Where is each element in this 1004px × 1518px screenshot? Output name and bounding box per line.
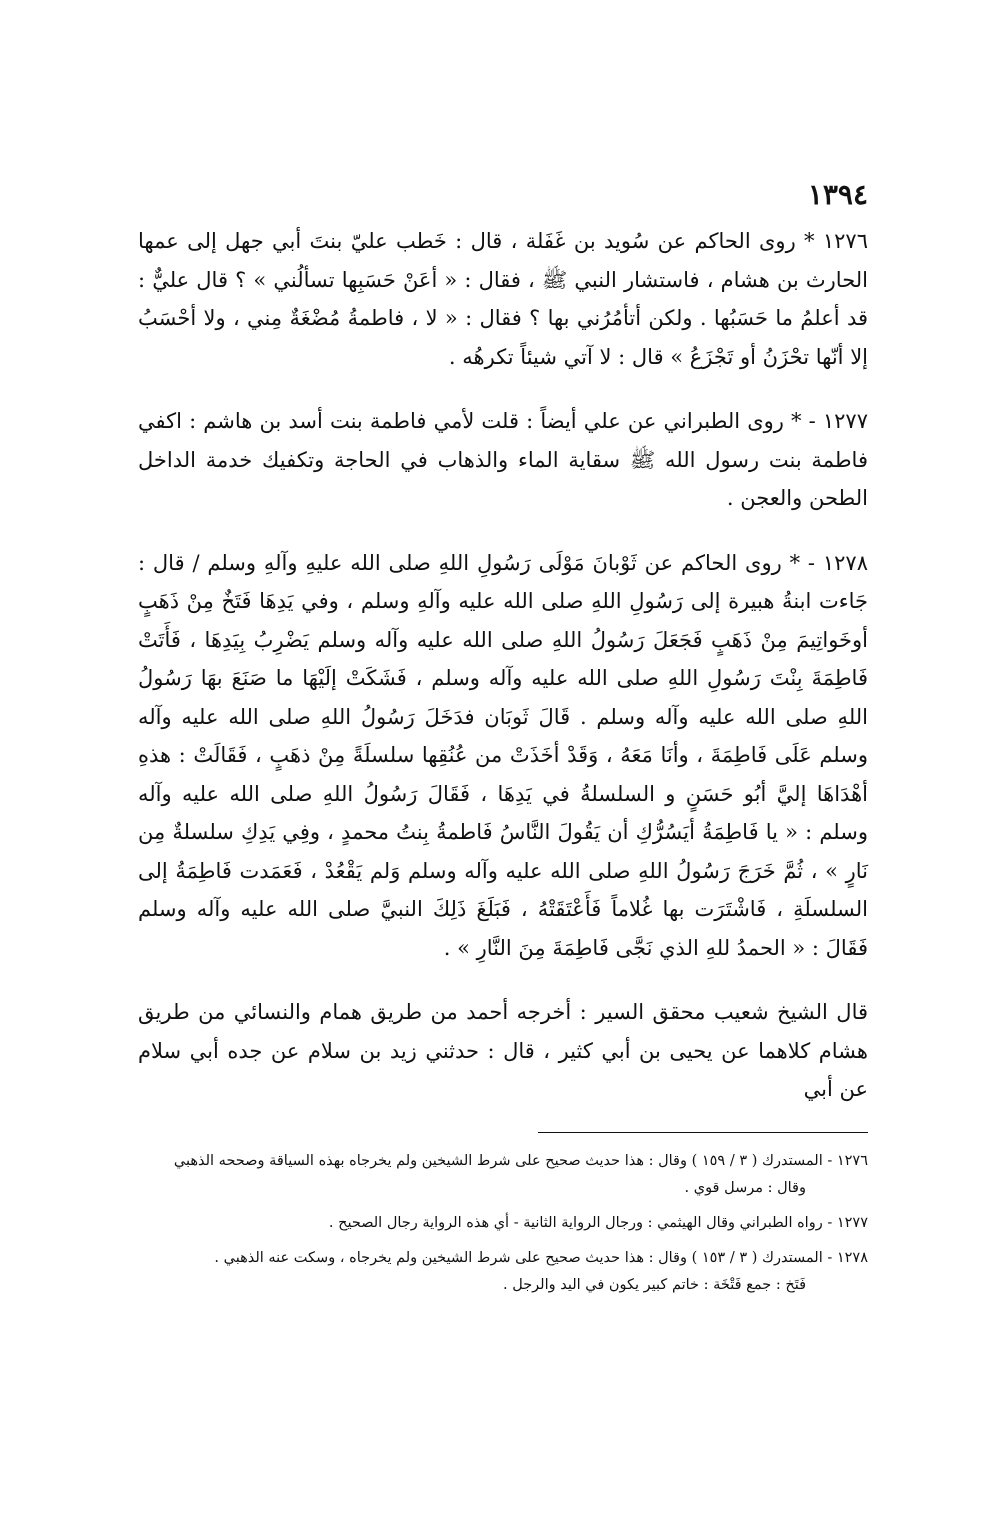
text-line: أعلمُ ما حَسَبُها . ولكن أتأمُرُني بها ؟ فقال : « لا ، فاطمةُ مُضْغَةٌ مِني ، ولا أحْسَبُ إلا	[138, 306, 868, 369]
text-line: النبيَّ صلى الله عليه وآله وسلم فَقَالَ : « الحمدُ للهِ الذي نَجَّى فَاطِمَةَ مِنَ النَّارِ » .	[138, 897, 868, 960]
text-line: يَدِهَا ، فَقَالَ رَسُولُ اللهِ صلى الله عليه وآله وسلم : « يا فَاطِمَةُ أيَسُرُّكِ أن يَقُولَ النَّاسُ	[138, 781, 868, 844]
text-line: وآله وسلم وَلم يَقْعُدْ ، فَعَمَدت فَاطِمَةُ إلى السلسلَةِ ، فَاشْتَرَت بها غُلاماً فَأَعْتَقَتْهُ ، فَبَلَغَ ذَلِكَ	[138, 858, 868, 921]
text-line: أنّها تحْزَنُ أو تَجْزَعُ » قال : لا آتي شيئاً تكرهُه .	[448, 344, 844, 369]
text-line: جَاءت ابنةُ هبيرة إلى رَسُولِ اللهِ صلى الله عليه وآلهِ وسلم ، وفي يَدِهَا فَتَخٌ مِنْ ذَهَبٍ	[138, 589, 868, 613]
text-line: فاطمة بنت رسول الله ﷺ سقاية الماء والذهاب في الحاجة وتكفيك خدمة الداخل الطحن	[138, 447, 868, 510]
hadith-1278	[138, 544, 868, 968]
text-line: بِنْتَ رَسُولِ اللهِ صلى الله عليه وآله وسلم ، فَشَكَتْ إلَيْهَا ما صَنَعَ بهَا رَسُولُ اللهِ صلى الله عليه	[138, 666, 869, 729]
text-line: ١٢٧٧ - * روى الطبراني عن علي أيضاً : قلت لأمي فاطمة بنت أسد بن هاشم : اكفي	[138, 409, 868, 433]
text-line: هشام كلاهما عن يحيى بن أبي كثير ، قال : حدثني زيد بن سلام عن جده أبي سلام عن أبي	[138, 1038, 868, 1101]
page-number: ١٣٩٤	[807, 178, 868, 211]
text-line: الحارث بن هشام ، فاستشار النبي ﷺ ، فقال : « أعَنْ حَسَبِها تسألُني » ؟ قال عليٌّ : قد	[138, 267, 868, 330]
hadith-1277	[138, 402, 868, 518]
footnotes	[138, 1148, 868, 1307]
commentary-paragraph	[138, 993, 868, 1109]
footnote-divider	[538, 1132, 868, 1133]
footnote-line: فَتَخ : جمع فَتْخَة : خاتم كبير يكون في اليد والرجل .	[503, 1277, 806, 1293]
text-line: ١٢٧٦ * روى الحاكم عن سُويد بن غَفَلة ، قال : خَطب عليّ بنتَ أبي جهل إلى عمها	[138, 229, 868, 253]
footnote-1277	[138, 1210, 868, 1237]
text-line: أوخَواتِيمَ مِنْ ذَهَبٍ فَجَعَلَ رَسُولُ اللهِ صلى الله عليه وآله وسلم يَضْرِبُ بِيَدِهَا ، فَأَتَتْ فَاطِمَةَ	[138, 627, 868, 690]
footnote-1276	[138, 1148, 868, 1202]
text-line: والعجن .	[726, 486, 803, 510]
footnote-line: وقال : مرسل قوي .	[684, 1180, 806, 1196]
footnote-line: ١٢٧٨ - المستدرك ( ٣ / ١٥٣ ) وقال : هذا حديث صحيح على شرط الشيخين ولم يخرجاه ، وسكت عنه الذهبي .	[214, 1250, 868, 1266]
footnote-line: ١٢٧٦ - المستدرك ( ٣ / ١٥٩ ) وقال : هذا حديث صحيح على شرط الشيخين ولم يخرجاه بهذه السياقة وصححه الذهبي	[173, 1153, 868, 1169]
text-line: قال الشيخ شعيب محقق السير : أخرجه أحمد من طريق همام والنسائي من طريق	[138, 1000, 868, 1024]
text-line: فَاطمةُ بِنتُ محمدٍ ، وفِي يَدِكِ سلسلةٌ مِن نَارٍ » ، ثُمَّ خَرَجَ رَسُولُ اللهِ صلى الله عليه	[138, 820, 868, 883]
text-line: وَقَدْ أخَذَتْ من عُنُقِها سلسلَةً مِنْ ذهَبٍ ، فَقَالَتْ : هذهِ أهْدَاهَا إليَّ أبُو حَسَنٍ و السلسلةُ في	[138, 743, 868, 806]
footnote-line: ١٢٧٧ - رواه الطبراني وقال الهيثمي : ورجال الرواية الثانية - أي هذه الرواية رجال الصحيح .	[328, 1215, 868, 1231]
text-line: وآله وسلم . قَالَ ثَوبَان فدَخَلَ رَسُولُ اللهِ صلى الله عليه وآله وسلم عَلَى فَاطِمَةَ ، وأنَا مَعَهُ ،	[138, 704, 868, 767]
main-text	[138, 222, 868, 1109]
text-line: ١٢٧٨ - * روى الحاكم عن ثَوْبانَ مَوْلَى رَسُولِ اللهِ صلى الله عليهِ وآلهِ وسلم / قال :	[138, 550, 868, 575]
hadith-1276	[138, 222, 868, 376]
footnote-1278	[138, 1245, 868, 1299]
